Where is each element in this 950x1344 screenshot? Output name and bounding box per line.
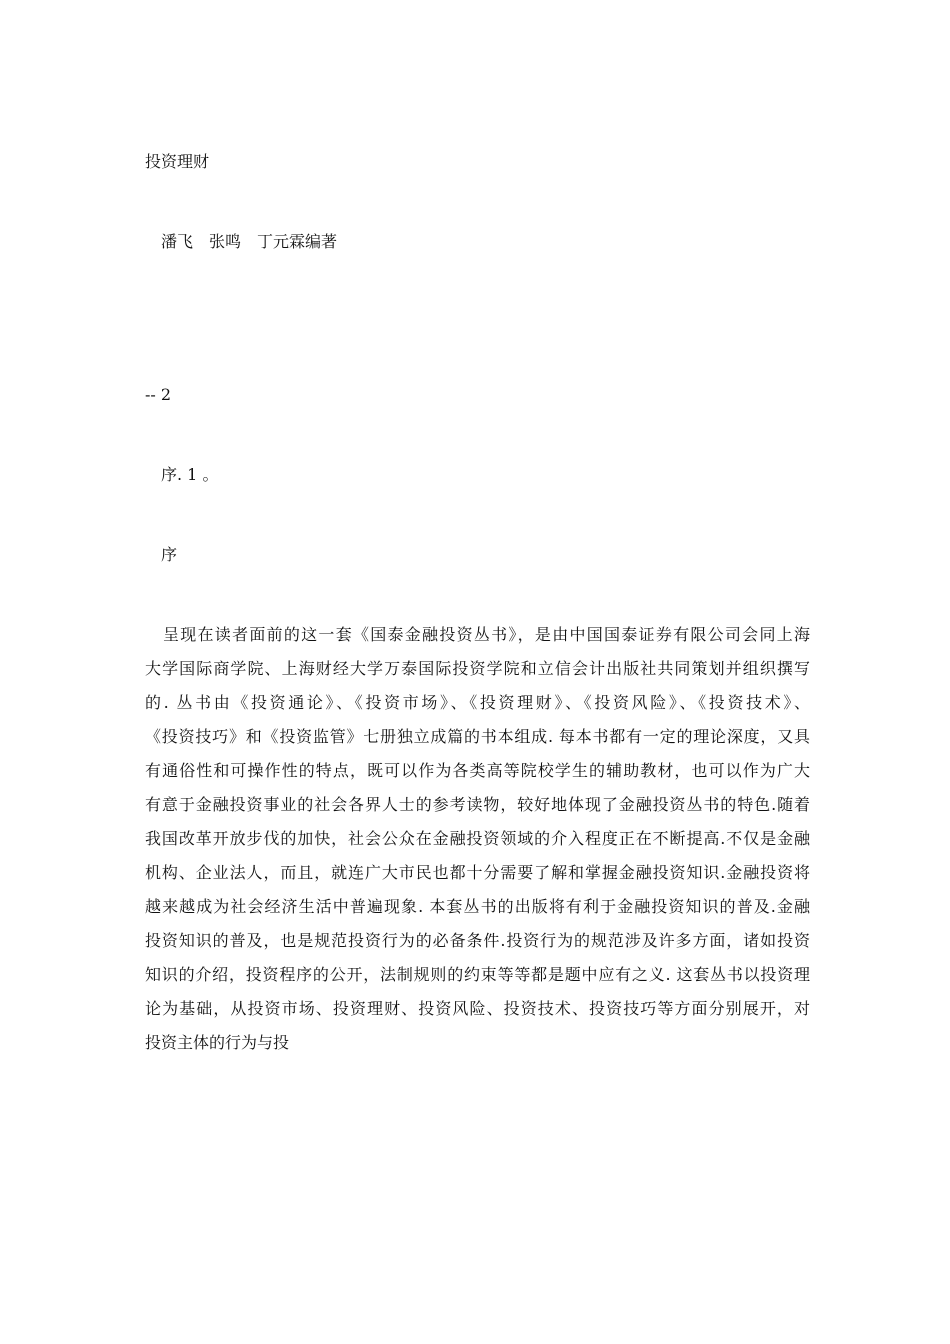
paragraph-line: 有意于金融投资事业的社会各界人士的参考读物，较好地体现了金融投资丛书的特色.随着 [145,795,810,814]
paragraph-line: 机构、企业法人，而且，就连广大市民也都十分需要了解和掌握金融投资知识.金融投资将 [145,863,810,882]
toc-entry: 序. 1 。 [161,465,219,484]
preface-paragraph [145,622,810,1064]
paragraph-line: 呈现在读者面前的这一套《国泰金融投资丛书》，是由中国国泰证券有限公司会同上海 [163,625,810,644]
paragraph-line: 投资主体的行为与投 [145,1033,290,1052]
paragraph-line: 知识的介绍，投资程序的公开，法制规则的约束等等都是题中应有之义. 这套丛书以投资理 [145,965,810,984]
preface-heading: 序 [161,545,178,564]
paragraph-line: 的. 丛书由《投资通论》、《投资市场》、《投资理财》、《投资风险》、《投资技术》、 [145,693,810,712]
paragraph-line: 论为基础，从投资市场、投资理财、投资风险、投资技术、投资技巧等方面分别展开，对 [145,999,810,1018]
document-title: 投资理财 [145,152,210,171]
page-marker: -- 2 [145,385,172,404]
authors-line: 潘飞 张鸣 丁元霖编著 [161,232,338,251]
paragraph-line: 投资知识的普及，也是规范投资行为的必备条件.投资行为的规范涉及许多方面，诸如投资 [145,931,810,950]
paragraph-line: 有通俗性和可操作性的特点，既可以作为各类高等院校学生的辅助教材，也可以作为广大 [145,761,810,780]
paragraph-line: 越来越成为社会经济生活中普遍现象. 本套丛书的出版将有利于金融投资知识的普及.金融 [145,897,810,916]
paragraph-line: 《投资技巧》和《投资监管》七册独立成篇的书本组成. 每本书都有一定的理论深度，又具 [145,727,810,746]
paragraph-line: 我国改革开放步伐的加快，社会公众在金融投资领域的介入程度正在不断提高.不仅是金融 [145,829,810,848]
paragraph-line: 大学国际商学院、上海财经大学万泰国际投资学院和立信会计出版社共同策划并组织撰写 [145,659,810,678]
